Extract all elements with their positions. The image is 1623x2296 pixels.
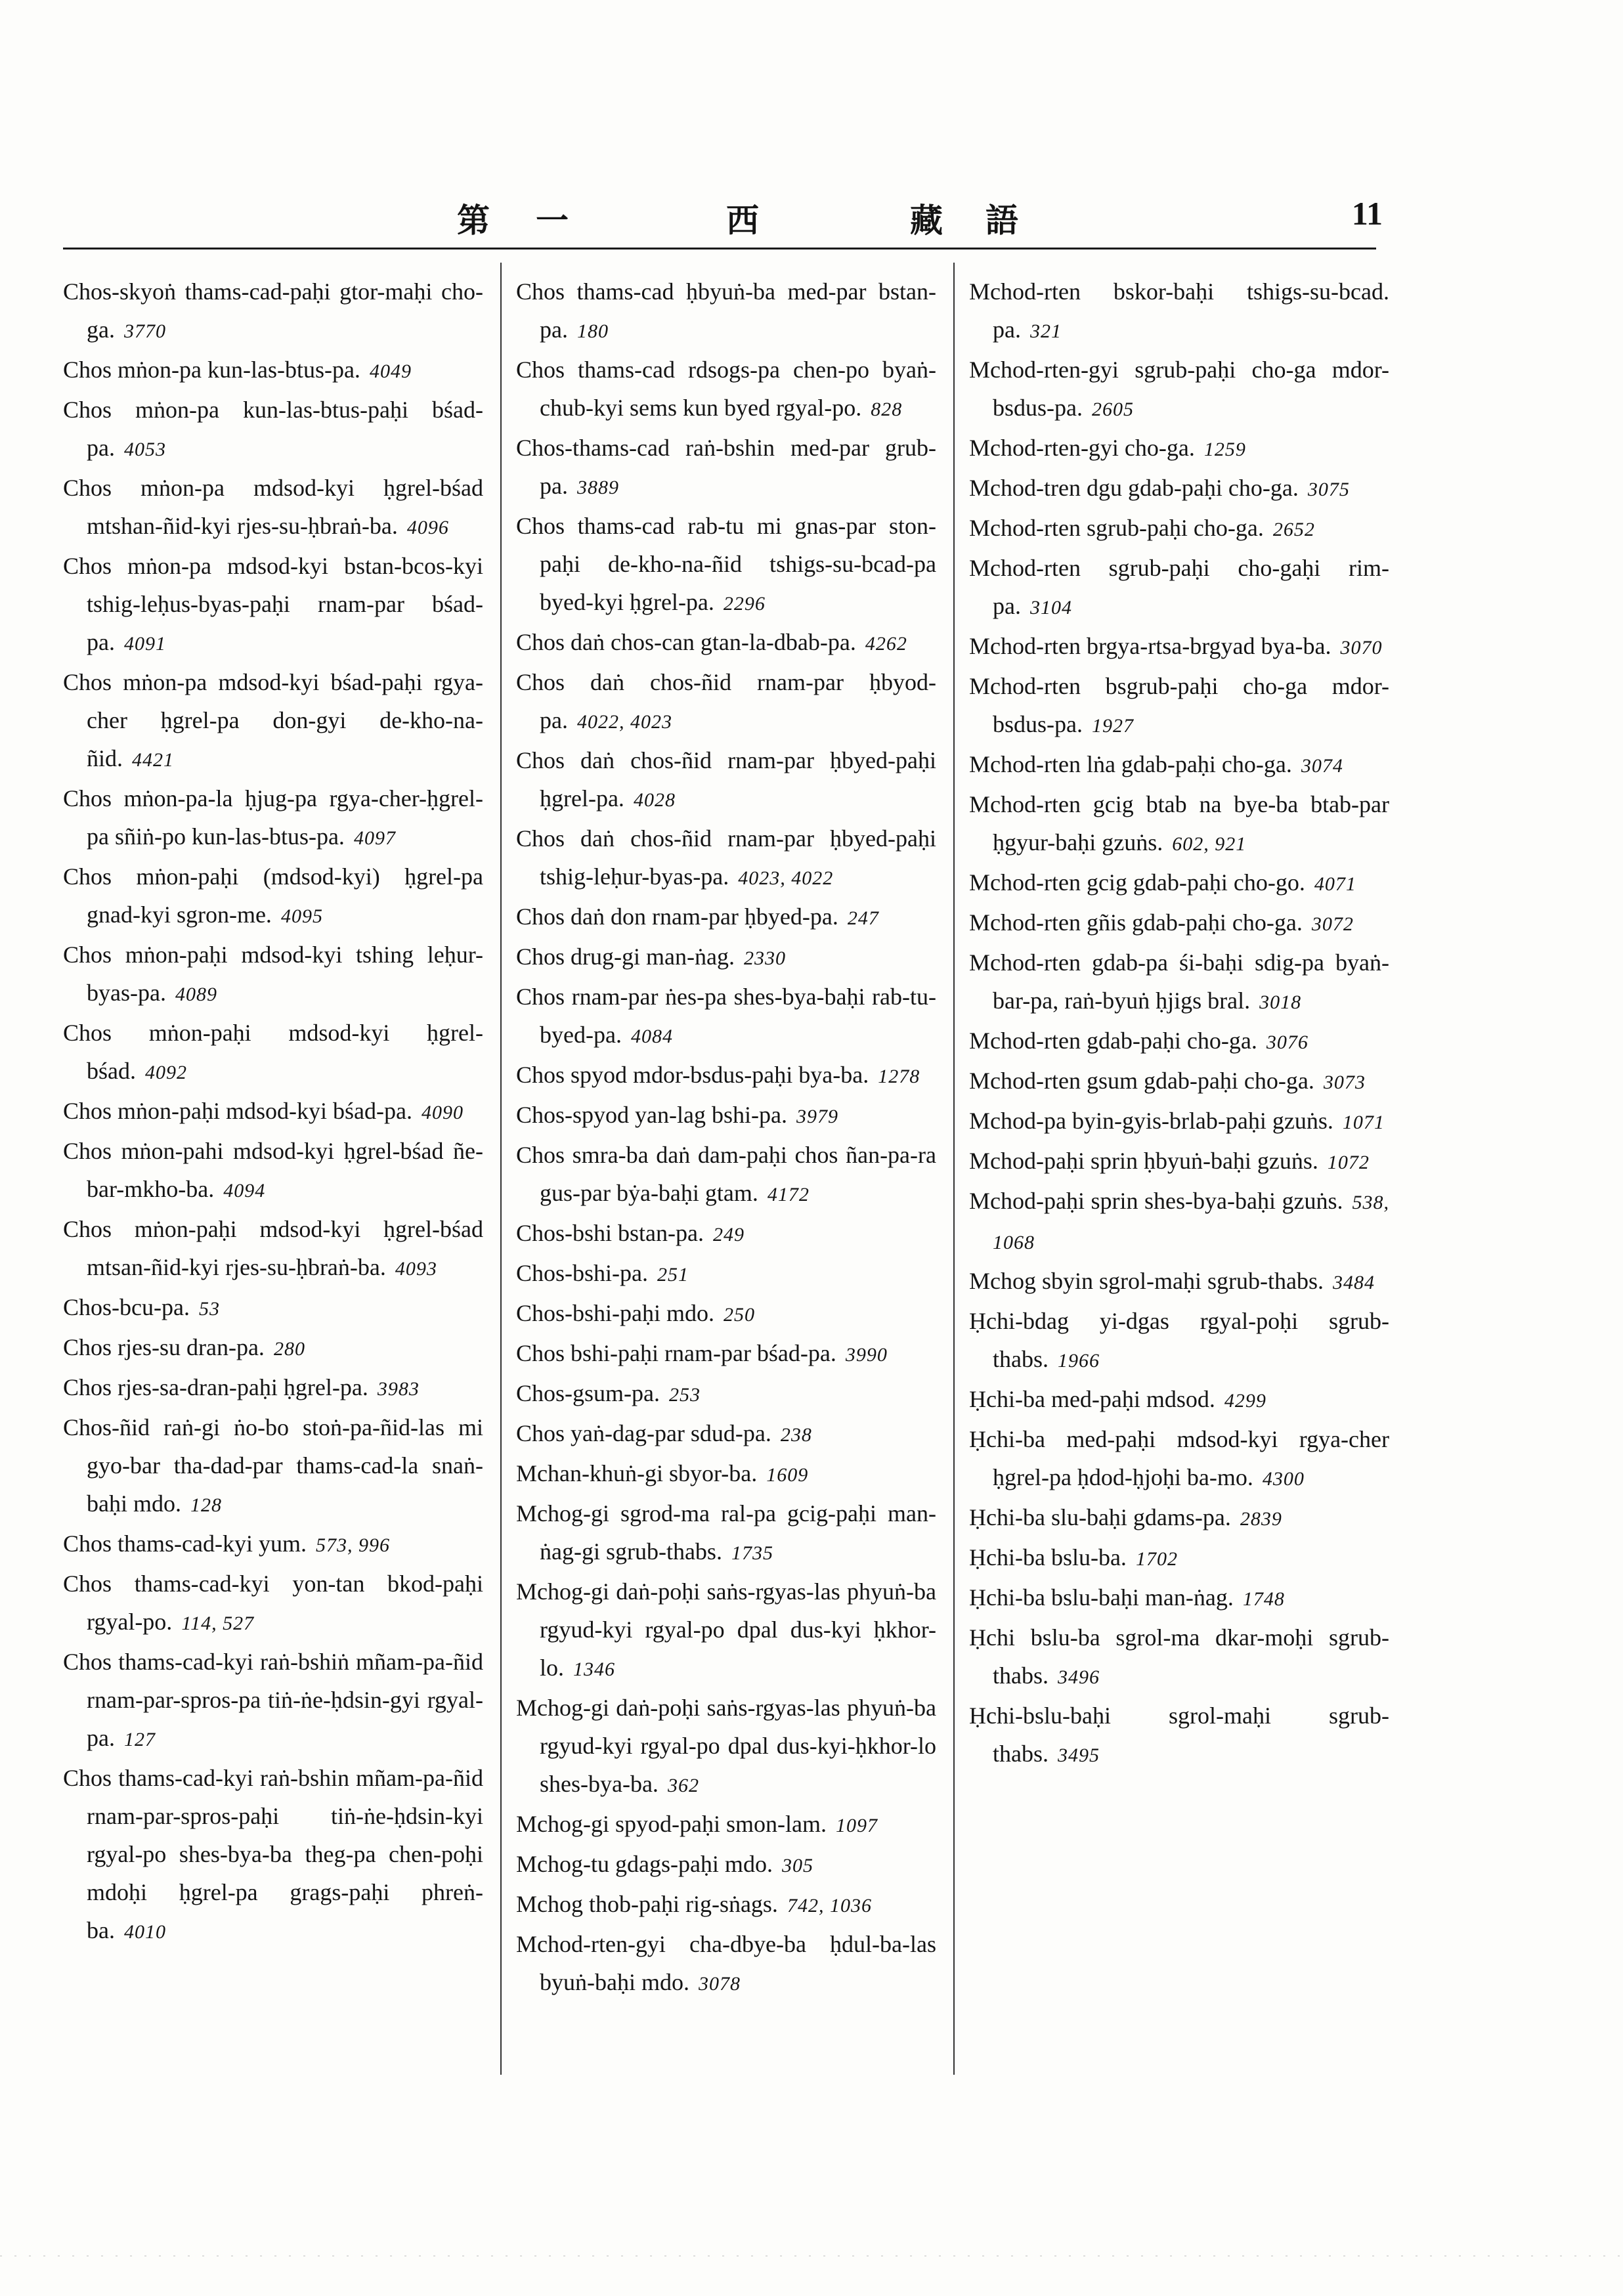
index-entry	[516, 351, 936, 429]
index-entry	[969, 469, 1389, 509]
index-entry	[516, 623, 936, 663]
entry-catalog-number: 1071	[1342, 1112, 1385, 1133]
entry-catalog-number: 4091	[123, 633, 166, 655]
index-entry	[63, 1092, 483, 1132]
entry-catalog-number: 4262	[865, 633, 907, 655]
index-column-2	[516, 272, 936, 2003]
entry-catalog-number: 53	[198, 1298, 220, 1320]
index-entry	[516, 938, 936, 978]
entry-catalog-number: 238	[780, 1424, 812, 1446]
entry-catalog-number: 1966	[1058, 1350, 1100, 1372]
index-entry	[969, 429, 1389, 469]
entry-title: Chos mṅon-pahi mdsod-kyi ḥgrel-bśad ñe-bar-mkho-ba.	[63, 1138, 483, 1202]
header-char: 西	[726, 201, 759, 240]
index-entry	[969, 1578, 1389, 1618]
entry-title: Mchog-gi daṅ-poḥi saṅs-rgyas-las phyuṅ-ba rgyud-kyi rgyal-po dpal dus-kyi ḥkhor-lo.	[516, 1578, 936, 1681]
index-entry	[516, 429, 936, 507]
entry-catalog-number: 114, 527	[181, 1613, 255, 1634]
index-entry	[63, 663, 483, 779]
header-char: 一	[536, 201, 569, 240]
entry-catalog-number: 4028	[633, 789, 676, 811]
entry-title: Chos spyod mdor-bsdus-paḥi bya-ba.	[516, 1062, 869, 1088]
index-entry	[969, 1538, 1389, 1578]
index-entry	[63, 1565, 483, 1643]
index-entry	[969, 863, 1389, 903]
entry-title: Chos mṅon-pa-la ḥjug-pa rgya-cher-ḥgrel-pa sñiṅ-po kun-las-btus-pa.	[63, 785, 483, 850]
entry-catalog-number: 3770	[123, 320, 166, 342]
entry-title: Mchod-rten sgrub-paḥi cho-gaḥi rim-pa.	[969, 555, 1389, 619]
index-column-3	[969, 272, 1389, 1775]
entry-catalog-number: 3078	[698, 1973, 741, 1995]
index-entry	[969, 1262, 1389, 1302]
index-entry	[516, 1845, 936, 1885]
entry-catalog-number: 1748	[1242, 1588, 1285, 1610]
entry-title: Chos daṅ don rnam-par ḥbyed-pa.	[516, 903, 838, 930]
index-entry	[969, 1142, 1389, 1182]
index-entry	[516, 819, 936, 898]
scan-edge	[0, 2255, 1623, 2257]
column-divider	[500, 263, 502, 2075]
entry-catalog-number: 2296	[723, 593, 766, 615]
index-entry	[516, 1494, 936, 1572]
index-entry	[969, 627, 1389, 667]
index-entry	[969, 549, 1389, 627]
entry-title: Chos-gsum-pa.	[516, 1380, 660, 1406]
entry-title: Mchod-tren dgu gdab-paḥi cho-ga.	[969, 475, 1299, 501]
index-entry	[63, 1328, 483, 1368]
index-entry	[63, 779, 483, 857]
entry-title: Chos rjes-su dran-pa.	[63, 1334, 265, 1360]
entry-title: Chos-bcu-pa.	[63, 1294, 190, 1320]
index-entry	[969, 667, 1389, 745]
entry-title: Ḥchi bslu-ba sgrol-ma dkar-moḥi sgrub-thabs.	[969, 1624, 1389, 1689]
index-entry	[969, 903, 1389, 943]
entry-catalog-number: 3983	[377, 1378, 420, 1400]
entry-title: Mchod-rten bsgrub-paḥi cho-ga mdor-bsdus-pa.	[969, 673, 1389, 737]
entry-title: Chos thams-cad-kyi raṅ-bshin mñam-pa-ñid rnam-par-spros-paḥi tiṅ-ṅe-ḥdsin-kyi rgyal-po shes-bya-ba theg-pa chen-poḥi mdoḥi ḥgrel-pa grags-paḥi phreṅ-ba.	[63, 1765, 483, 1943]
entry-catalog-number: 742, 1036	[787, 1895, 872, 1917]
entry-title: Chos rnam-par ṅes-pa shes-bya-baḥi rab-tu-byed-pa.	[516, 984, 936, 1048]
index-entry	[63, 1525, 483, 1565]
index-entry	[969, 509, 1389, 549]
index-entry	[63, 936, 483, 1014]
entry-title: Chos-bshi-paḥi mdo.	[516, 1300, 714, 1326]
index-column-1	[63, 272, 483, 1951]
index-entry	[969, 1420, 1389, 1498]
index-entry	[63, 1210, 483, 1288]
header-rule	[63, 248, 1376, 249]
index-entry	[969, 272, 1389, 351]
entry-catalog-number: 573, 996	[315, 1534, 390, 1556]
entry-title: Mchog thob-paḥi rig-sṅags.	[516, 1891, 778, 1917]
entry-title: Mchod-rten gcig gdab-paḥi cho-go.	[969, 869, 1305, 896]
entry-title: Chos-spyod yan-lag bshi-pa.	[516, 1102, 787, 1128]
entry-catalog-number: 2605	[1092, 399, 1134, 420]
entry-title: Mchog-gi daṅ-poḥi saṅs-rgyas-las phyuṅ-ba rgyud-kyi rgyal-po dpal dus-kyi-ḥkhor-lo shes-bya-ba.	[516, 1695, 936, 1797]
index-entry	[63, 1014, 483, 1092]
entry-catalog-number: 828	[871, 399, 903, 420]
entry-catalog-number: 4093	[395, 1258, 437, 1280]
entry-title: Ḥchi-ba bslu-ba.	[969, 1544, 1127, 1570]
index-entry	[516, 1056, 936, 1096]
entry-catalog-number: 3018	[1259, 991, 1302, 1013]
entry-title: Chos thams-cad ḥbyuṅ-ba med-par bstan-pa.	[516, 278, 936, 343]
index-entry	[63, 1288, 483, 1328]
entry-title: Mchod-rten gsum gdab-paḥi cho-ga.	[969, 1068, 1314, 1094]
entry-catalog-number: 3990	[845, 1344, 888, 1366]
index-entry	[516, 1254, 936, 1294]
entry-catalog-number: 1609	[766, 1464, 809, 1486]
index-entry	[969, 1022, 1389, 1062]
entry-catalog-number: 249	[712, 1224, 745, 1245]
index-entry	[969, 785, 1389, 863]
entry-catalog-number: 3484	[1332, 1272, 1375, 1293]
entry-catalog-number: 4010	[123, 1921, 166, 1943]
entry-catalog-number: 3495	[1058, 1744, 1100, 1766]
entry-title: Mchog-gi sgrod-ma ral-pa gcig-paḥi man-ṅag-gi sgrub-thabs.	[516, 1500, 936, 1565]
index-entry	[969, 1380, 1389, 1420]
entry-title: Ḥchi-ba bslu-baḥi man-ṅag.	[969, 1584, 1234, 1611]
index-entry	[516, 272, 936, 351]
entry-catalog-number: 2652	[1272, 519, 1315, 540]
index-entry	[516, 1925, 936, 2003]
entry-title: Chos thams-cad-kyi yum.	[63, 1530, 307, 1557]
index-entry	[63, 351, 483, 391]
entry-title: Mchod-rten-gyi cha-dbye-ba ḥdul-ba-las byuṅ-baḥi mdo.	[516, 1931, 936, 1995]
entry-title: Ḥchi-bslu-baḥi sgrol-maḥi sgrub-thabs.	[969, 1702, 1389, 1767]
entry-title: Mchod-rten gñis gdab-paḥi cho-ga.	[969, 909, 1303, 936]
entry-catalog-number: 4095	[280, 905, 323, 927]
entry-catalog-number: 3889	[576, 477, 619, 498]
entry-title: Chos yaṅ-dag-par sdud-pa.	[516, 1420, 771, 1446]
entry-title: Chos mṅon-paḥi mdsod-kyi ḥgrel-bśad mtsan-ñid-kyi rjes-su-ḥbraṅ-ba.	[63, 1216, 483, 1280]
entry-title: Mchan-khuṅ-gi sbyor-ba.	[516, 1460, 758, 1486]
entry-title: Mchod-pa byin-gyis-brlab-paḥi gzuṅs.	[969, 1108, 1333, 1134]
entry-catalog-number: 280	[273, 1338, 305, 1360]
entry-title: Mchog-tu gdags-paḥi mdo.	[516, 1851, 773, 1877]
entry-title: Chos daṅ chos-ñid rnam-par ḥbyod-pa.	[516, 669, 936, 733]
index-entry	[969, 1498, 1389, 1538]
entry-title: Mchod-rten lṅa gdab-paḥi cho-ga.	[969, 751, 1292, 777]
entry-catalog-number: 1702	[1135, 1548, 1178, 1570]
index-entry	[516, 1214, 936, 1254]
index-entry	[516, 978, 936, 1056]
index-entry	[969, 745, 1389, 785]
page-number: 11	[1351, 195, 1383, 232]
entry-title: Chos mṅon-pa kun-las-btus-pa.	[63, 357, 360, 383]
entry-catalog-number: 4421	[132, 749, 175, 771]
entry-title: Mchod-rten gcig btab na bye-ba btab-par ḥgyur-baḥi gzuṅs.	[969, 791, 1389, 856]
entry-catalog-number: 127	[123, 1729, 156, 1750]
index-entry	[516, 1689, 936, 1805]
entry-catalog-number: 253	[669, 1384, 701, 1406]
index-entry	[516, 1805, 936, 1845]
entry-title: Chos thams-cad rab-tu mi gnas-par ston-paḥi de-kho-na-ñid tshigs-su-bcad-pa byed-kyi ḥgrel-pa.	[516, 513, 936, 615]
entry-title: Ḥchi-ba slu-baḥi gdams-pa.	[969, 1504, 1231, 1530]
index-entry	[516, 1294, 936, 1334]
entry-title: Chos-bshi bstan-pa.	[516, 1220, 704, 1246]
entry-title: Chos daṅ chos-ñid rnam-par ḥbyed-paḥi tshig-leḥur-byas-pa.	[516, 825, 936, 890]
entry-catalog-number: 3496	[1058, 1666, 1100, 1688]
page-header	[63, 194, 1383, 240]
index-entry	[63, 547, 483, 663]
index-entry	[516, 1572, 936, 1689]
header-char: 語	[985, 201, 1018, 240]
entry-title: Chos mṅon-paḥi mdsod-kyi tshing leḥur-byas-pa.	[63, 942, 483, 1006]
entry-title: Chos drug-gi man-ṅag.	[516, 943, 735, 970]
entry-title: Chos mṅon-pa mdsod-kyi ḥgrel-bśad mtshan-ñid-kyi rjes-su-ḥbraṅ-ba.	[63, 475, 483, 539]
entry-title: Chos-bshi-pa.	[516, 1260, 648, 1286]
entry-catalog-number: 3076	[1266, 1031, 1309, 1053]
entry-catalog-number: 250	[724, 1304, 755, 1326]
entry-title: Ḥchi-ba med-paḥi mdsod.	[969, 1386, 1215, 1412]
entry-catalog-number: 538, 1068	[993, 1192, 1389, 1253]
index-entry	[516, 1454, 936, 1494]
entry-catalog-number: 3073	[1323, 1072, 1366, 1093]
entry-catalog-number: 180	[576, 320, 609, 342]
entry-title: Chos bshi-paḥi rnam-par bśad-pa.	[516, 1340, 836, 1366]
entry-catalog-number: 1735	[731, 1542, 773, 1564]
entry-catalog-number: 1259	[1203, 439, 1246, 460]
index-entry	[516, 663, 936, 741]
index-entry	[516, 1096, 936, 1136]
index-entry	[63, 1759, 483, 1951]
index-entry	[969, 1302, 1389, 1380]
entry-catalog-number: 3104	[1029, 597, 1072, 618]
index-entry	[516, 898, 936, 938]
index-entry	[63, 1368, 483, 1408]
index-entry	[63, 469, 483, 547]
entry-catalog-number: 3074	[1301, 755, 1343, 777]
index-entry	[516, 741, 936, 819]
entry-title: Mchog-gi spyod-paḥi smon-lam.	[516, 1811, 827, 1837]
entry-catalog-number: 1278	[878, 1066, 920, 1087]
entry-catalog-number: 4089	[175, 984, 217, 1005]
entry-title: Mchod-rten gdab-pa śi-baḥi sdig-pa byaṅ-bar-pa, raṅ-byuṅ ḥjigs bral.	[969, 949, 1389, 1014]
entry-catalog-number: 2330	[743, 947, 786, 969]
entry-title: Chos smra-ba daṅ dam-paḥi chos ñan-pa-ra gus-par bẏa-baḥi gtam.	[516, 1142, 936, 1206]
entry-catalog-number: 4172	[767, 1184, 810, 1205]
entry-catalog-number: 2839	[1240, 1508, 1282, 1530]
entry-title: Mchod-rten bskor-baḥi tshigs-su-bcad. pa.	[969, 278, 1389, 343]
entry-catalog-number: 128	[190, 1494, 222, 1516]
header-char: 藏	[910, 201, 943, 240]
entry-catalog-number: 4092	[145, 1062, 187, 1083]
entry-title: Chos-thams-cad raṅ-bshin med-par grub-pa.	[516, 435, 936, 499]
entry-title: Mchod-rten-gyi cho-ga.	[969, 435, 1195, 461]
entry-title: Chos mṅon-pa kun-las-btus-paḥi bśad-pa.	[63, 397, 483, 461]
entry-catalog-number: 4300	[1262, 1468, 1305, 1490]
entry-title: Chos mṅon-paḥi (mdsod-kyi) ḥgrel-pa gnad-kyi sgron-me.	[63, 863, 483, 928]
column-divider	[953, 263, 955, 2075]
entry-title: Mchod-rten sgrub-paḥi cho-ga.	[969, 515, 1264, 541]
header-char: 第	[457, 201, 490, 240]
entry-title: Chos daṅ chos-ñid rnam-par ḥbyed-paḥi ḥgrel-pa.	[516, 747, 936, 812]
entry-catalog-number: 4097	[353, 827, 396, 849]
index-entry	[969, 1697, 1389, 1775]
entry-catalog-number: 4096	[406, 517, 449, 538]
entry-catalog-number: 251	[657, 1264, 689, 1286]
entry-catalog-number: 4084	[630, 1026, 673, 1047]
entry-catalog-number: 321	[1029, 320, 1062, 342]
entry-catalog-number: 4023, 4022	[738, 867, 834, 889]
entry-catalog-number: 1346	[573, 1658, 616, 1680]
entry-title: Chos mṅon-pa mdsod-kyi bśad-paḥi rgya-cher ḥgrel-pa don-gyi de-kho-na-ñid.	[63, 669, 483, 771]
index-entry	[516, 1374, 936, 1414]
entry-catalog-number: 1927	[1092, 715, 1134, 737]
entry-catalog-number: 4299	[1224, 1390, 1266, 1412]
entry-title: Mchog sbyin sgrol-maḥi sgrub-thabs.	[969, 1268, 1324, 1294]
entry-catalog-number: 4053	[123, 439, 166, 460]
entry-catalog-number: 4094	[223, 1180, 266, 1202]
entry-title: Mchod-paḥi sprin ḥbyuṅ-baḥi gzuṅs.	[969, 1148, 1318, 1174]
entry-catalog-number: 3070	[1340, 637, 1383, 659]
entry-title: Chos thams-cad rdsogs-pa chen-po byaṅ-chub-kyi sems kun byed rgyal-po.	[516, 357, 936, 421]
entry-title: Chos mṅon-paḥi mdsod-kyi ḥgrel-bśad.	[63, 1020, 483, 1084]
index-entry	[63, 1408, 483, 1525]
entry-catalog-number: 3075	[1307, 479, 1350, 500]
entry-title: Chos mṅon-pa mdsod-kyi bstan-bcos-kyi tshig-leḥus-byas-paḥi rnam-par bśad-pa.	[63, 553, 483, 655]
index-entry	[516, 507, 936, 623]
entry-catalog-number: 305	[781, 1855, 813, 1876]
entry-catalog-number: 1097	[835, 1815, 878, 1836]
entry-catalog-number: 3979	[796, 1106, 838, 1127]
entry-title: Mchod-paḥi sprin shes-bya-baḥi gzuṅs.	[969, 1188, 1343, 1214]
index-entry	[63, 272, 483, 351]
entry-title: Ḥchi-ba med-paḥi mdsod-kyi rgya-cher ḥgrel-pa ḥdod-ḥjoḥi ba-mo.	[969, 1426, 1389, 1490]
index-entry	[516, 1136, 936, 1214]
index-entry	[63, 1643, 483, 1759]
entry-catalog-number: 602, 921	[1172, 833, 1247, 855]
index-entry	[969, 943, 1389, 1022]
entry-title: Chos thams-cad-kyi raṅ-bshiṅ mñam-pa-ñid rnam-par-spros-pa tiṅ-ṅe-ḥdsin-gyi rgyal-pa.	[63, 1649, 483, 1751]
index-entry	[63, 857, 483, 936]
entry-title: Chos-ñid raṅ-gi ṅo-bo stoṅ-pa-ñid-las mi gyo-bar tha-dad-par thams-cad-la snaṅ-baḥi mdo.	[63, 1414, 483, 1517]
index-entry	[516, 1414, 936, 1454]
index-entry	[969, 351, 1389, 429]
index-entry	[63, 391, 483, 469]
index-entry	[63, 1132, 483, 1210]
entry-title: Mchod-rten-gyi sgrub-paḥi cho-ga mdor-bsdus-pa.	[969, 357, 1389, 421]
entry-catalog-number: 247	[847, 907, 879, 929]
index-entry	[969, 1618, 1389, 1697]
index-entry	[516, 1334, 936, 1374]
index-entry	[969, 1182, 1389, 1262]
entry-catalog-number: 1072	[1327, 1152, 1370, 1173]
entry-catalog-number: 4090	[421, 1102, 464, 1123]
entry-catalog-number: 3072	[1311, 913, 1354, 935]
entry-title: Chos thams-cad-kyi yon-tan bkod-paḥi rgyal-po.	[63, 1570, 483, 1635]
entry-title: Ḥchi-bdag yi-dgas rgyal-poḥi sgrub-thabs.	[969, 1308, 1389, 1372]
entry-catalog-number: 4049	[369, 360, 412, 382]
entry-catalog-number: 362	[667, 1775, 699, 1796]
entry-catalog-number: 4022, 4023	[576, 711, 672, 733]
index-entry	[969, 1102, 1389, 1142]
entry-catalog-number: 4071	[1314, 873, 1356, 895]
entry-title: Mchod-rten brgya-rtsa-brgyad bya-ba.	[969, 633, 1331, 659]
index-entry	[516, 1885, 936, 1925]
index-entry	[969, 1062, 1389, 1102]
entry-title: Chos rjes-sa-dran-paḥi ḥgrel-pa.	[63, 1374, 368, 1400]
entry-title: Chos mṅon-paḥi mdsod-kyi bśad-pa.	[63, 1098, 412, 1124]
entry-title: Mchod-rten gdab-paḥi cho-ga.	[969, 1028, 1257, 1054]
entry-title: Chos daṅ chos-can gtan-la-dbab-pa.	[516, 629, 856, 655]
entry-title: Chos-skyoṅ thams-cad-paḥi gtor-maḥi cho-ga.	[63, 278, 483, 343]
